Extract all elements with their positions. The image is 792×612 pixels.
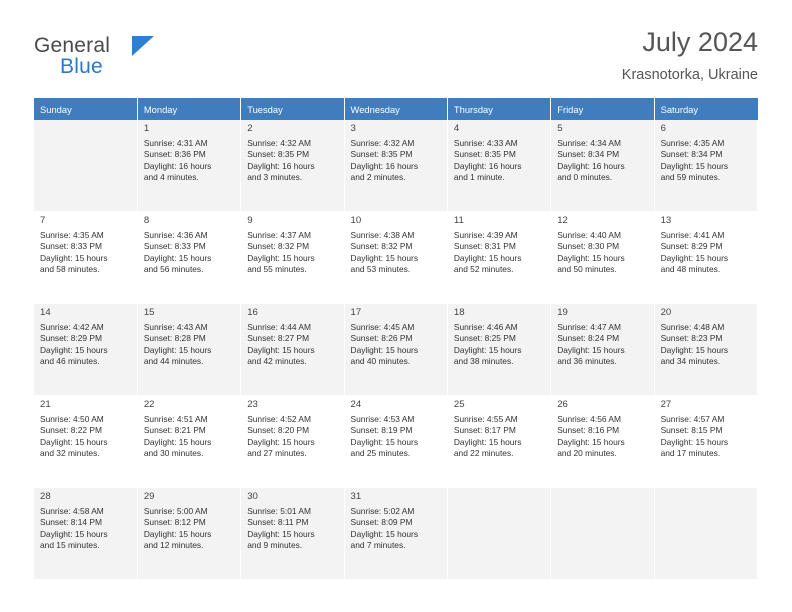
day-detail-line: and 53 minutes.: [350, 264, 411, 275]
day-detail-line: Sunrise: 4:52 AM: [247, 413, 311, 424]
day-number: 21: [40, 399, 51, 410]
day-detail-line: Sunrise: 4:48 AM: [660, 321, 725, 332]
day-detail-line: and 15 minutes.: [40, 540, 100, 551]
day-detail-line: Sunset: 8:34 PM: [660, 149, 723, 160]
day-detail-line: and 59 minutes.: [660, 172, 721, 183]
day-details: [144, 506, 235, 552]
day-detail-line: Sunset: 8:25 PM: [453, 333, 516, 344]
day-detail-line: and 1 minute.: [453, 172, 505, 183]
day-number: 10: [350, 215, 362, 226]
day-detail-line: and 30 minutes.: [143, 448, 204, 459]
calendar-week-row: [34, 488, 758, 580]
day-detail-line: and 48 minutes.: [660, 264, 721, 275]
day-detail-line: and 40 minutes.: [350, 356, 411, 367]
day-detail-line: Sunset: 8:20 PM: [247, 425, 310, 436]
day-detail-line: and 50 minutes.: [557, 264, 617, 275]
day-number: 28: [40, 491, 51, 502]
day-detail-line: and 38 minutes.: [453, 356, 514, 367]
weekday-header-wednesday: Wednesday: [344, 98, 447, 120]
day-number: 9: [247, 215, 253, 226]
day-detail-line: Sunrise: 4:32 AM: [247, 137, 311, 148]
day-detail-line: Daylight: 15 hours: [350, 344, 419, 355]
weekday-header-saturday: Saturday: [654, 98, 757, 120]
calendar-day-cell[interactable]: [241, 120, 344, 212]
day-detail-line: Sunset: 8:27 PM: [247, 333, 310, 344]
day-number: 27: [660, 399, 672, 410]
day-detail-line: Sunset: 8:14 PM: [40, 517, 102, 528]
day-detail-line: Sunset: 8:35 PM: [350, 149, 413, 160]
calendar-day-cell[interactable]: [654, 396, 757, 488]
day-detail-line: Daylight: 16 hours: [350, 160, 419, 171]
day-details: [351, 230, 442, 276]
day-detail-line: and 55 minutes.: [247, 264, 307, 275]
day-details: [557, 414, 648, 460]
day-detail-line: and 22 minutes.: [453, 448, 514, 459]
day-detail-line: Daylight: 16 hours: [453, 160, 522, 171]
day-number: 29: [143, 491, 155, 502]
page-header: [34, 28, 758, 90]
day-detail-line: Sunrise: 4:32 AM: [350, 137, 415, 148]
day-detail-line: and 2 minutes.: [350, 172, 406, 183]
day-detail-line: Daylight: 15 hours: [660, 160, 729, 171]
calendar-day-cell[interactable]: [241, 396, 344, 488]
day-detail-line: Sunset: 8:17 PM: [453, 425, 516, 436]
day-detail-line: Sunrise: 4:31 AM: [143, 137, 208, 148]
day-detail-line: Daylight: 15 hours: [660, 436, 729, 447]
day-detail-line: Sunset: 8:33 PM: [143, 241, 206, 252]
weekday-header-monday: Monday: [137, 98, 240, 120]
calendar-day-cell[interactable]: [551, 212, 654, 304]
day-detail-line: Sunset: 8:19 PM: [350, 425, 413, 436]
day-details: [661, 230, 752, 276]
calendar-week-row: [34, 212, 758, 304]
day-detail-line: and 3 minutes.: [247, 172, 303, 183]
day-detail-line: and 44 minutes.: [143, 356, 204, 367]
day-detail-line: Sunrise: 4:53 AM: [350, 413, 415, 424]
calendar-day-cell[interactable]: [344, 488, 447, 580]
day-detail-line: Sunrise: 4:55 AM: [453, 413, 518, 424]
day-detail-line: Sunrise: 4:38 AM: [350, 229, 415, 240]
day-detail-line: Daylight: 15 hours: [247, 528, 315, 539]
day-details: [40, 414, 132, 460]
day-detail-line: and 0 minutes.: [557, 172, 613, 183]
day-details: [40, 322, 132, 368]
day-details: [557, 138, 648, 184]
day-detail-line: Sunset: 8:33 PM: [40, 241, 102, 252]
day-detail-line: Daylight: 15 hours: [350, 436, 419, 447]
day-detail-line: Sunrise: 4:56 AM: [557, 413, 621, 424]
day-detail-line: and 46 minutes.: [40, 356, 100, 367]
day-detail-line: Sunset: 8:29 PM: [660, 241, 723, 252]
day-detail-line: Daylight: 15 hours: [557, 436, 625, 447]
day-detail-line: Sunset: 8:16 PM: [557, 425, 620, 436]
day-detail-line: Daylight: 15 hours: [453, 344, 522, 355]
day-number: 16: [247, 307, 258, 318]
day-detail-line: Daylight: 15 hours: [143, 528, 212, 539]
calendar-day-cell[interactable]: [344, 212, 447, 304]
day-detail-line: Daylight: 15 hours: [350, 528, 419, 539]
day-detail-line: Sunrise: 4:34 AM: [557, 137, 621, 148]
day-number: 6: [660, 123, 666, 134]
day-number: 5: [557, 123, 563, 134]
calendar-day-cell[interactable]: [551, 396, 654, 488]
day-detail-line: Sunrise: 4:39 AM: [453, 229, 518, 240]
day-details: [557, 322, 648, 368]
calendar-day-cell[interactable]: [654, 304, 757, 396]
calendar-week-row: [34, 304, 758, 396]
day-number: 22: [143, 399, 155, 410]
weekday-header-row: [34, 98, 758, 120]
day-detail-line: Sunset: 8:09 PM: [350, 517, 413, 528]
day-detail-line: Sunset: 8:30 PM: [557, 241, 620, 252]
calendar-day-cell[interactable]: [344, 396, 447, 488]
calendar-week-row: [34, 120, 758, 212]
day-detail-line: Sunrise: 4:36 AM: [143, 229, 208, 240]
day-number: 19: [557, 307, 568, 318]
day-details: [40, 506, 132, 552]
day-number: 20: [660, 307, 672, 318]
calendar-cell-empty: [447, 488, 550, 580]
day-number: 23: [247, 399, 258, 410]
day-detail-line: Daylight: 15 hours: [660, 344, 729, 355]
day-detail-line: and 56 minutes.: [143, 264, 204, 275]
day-number: 12: [557, 215, 568, 226]
day-detail-line: and 25 minutes.: [350, 448, 411, 459]
day-detail-line: Sunset: 8:24 PM: [557, 333, 620, 344]
day-detail-line: Sunrise: 4:50 AM: [40, 413, 104, 424]
day-details: [454, 322, 545, 368]
calendar-day-cell[interactable]: [137, 488, 240, 580]
day-detail-line: Sunrise: 4:57 AM: [660, 413, 725, 424]
day-details: [351, 506, 442, 552]
day-detail-line: Daylight: 15 hours: [247, 436, 315, 447]
calendar-cell-empty: [34, 120, 137, 212]
day-details: [144, 138, 235, 184]
day-number: 17: [350, 307, 362, 318]
day-detail-line: Sunset: 8:15 PM: [660, 425, 723, 436]
day-detail-line: Sunrise: 4:47 AM: [557, 321, 621, 332]
day-details: [454, 138, 545, 184]
day-details: [351, 138, 442, 184]
day-number: 31: [350, 491, 362, 502]
day-details: [247, 414, 338, 460]
calendar-day-cell[interactable]: [344, 304, 447, 396]
day-detail-line: Daylight: 15 hours: [557, 252, 625, 263]
day-detail-line: and 52 minutes.: [453, 264, 514, 275]
day-detail-line: Daylight: 15 hours: [143, 344, 212, 355]
day-detail-line: Sunset: 8:26 PM: [350, 333, 413, 344]
day-detail-line: and 9 minutes.: [247, 540, 303, 551]
day-details: [454, 230, 545, 276]
day-detail-line: Sunrise: 4:45 AM: [350, 321, 415, 332]
day-number: 8: [143, 215, 150, 226]
day-detail-line: and 42 minutes.: [247, 356, 307, 367]
day-detail-line: and 20 minutes.: [557, 448, 617, 459]
day-detail-line: and 4 minutes.: [143, 172, 199, 183]
day-detail-line: Sunset: 8:35 PM: [453, 149, 516, 160]
day-detail-line: Sunset: 8:32 PM: [350, 241, 413, 252]
day-number: 13: [660, 215, 672, 226]
day-detail-line: Daylight: 15 hours: [40, 436, 108, 447]
day-details: [247, 506, 338, 552]
day-number: 4: [453, 123, 460, 134]
day-detail-line: Sunrise: 4:51 AM: [143, 413, 208, 424]
calendar-day-cell[interactable]: [137, 120, 240, 212]
day-detail-line: and 58 minutes.: [40, 264, 100, 275]
day-detail-line: Daylight: 15 hours: [453, 252, 522, 263]
day-detail-line: Daylight: 15 hours: [40, 344, 108, 355]
calendar-day-cell[interactable]: [344, 120, 447, 212]
day-detail-line: Sunrise: 4:35 AM: [660, 137, 725, 148]
day-detail-line: Sunset: 8:23 PM: [660, 333, 723, 344]
page-title: July 2024: [642, 27, 758, 57]
day-detail-line: and 34 minutes.: [660, 356, 721, 367]
calendar-day-cell[interactable]: [34, 212, 137, 304]
calendar-day-cell[interactable]: [447, 212, 550, 304]
weekday-header-friday: Friday: [551, 98, 654, 120]
calendar-day-cell[interactable]: [654, 212, 757, 304]
day-detail-line: Daylight: 15 hours: [40, 252, 108, 263]
day-detail-line: Daylight: 15 hours: [350, 252, 419, 263]
calendar-day-cell[interactable]: [34, 304, 137, 396]
day-detail-line: Sunset: 8:32 PM: [247, 241, 310, 252]
day-detail-line: Sunrise: 4:46 AM: [453, 321, 518, 332]
calendar-week-row: [34, 396, 758, 488]
day-detail-line: Daylight: 15 hours: [557, 344, 625, 355]
logo-text-blue: Blue: [60, 55, 103, 78]
day-detail-line: Sunrise: 4:40 AM: [557, 229, 621, 240]
day-detail-line: and 7 minutes.: [350, 540, 406, 551]
day-number: 15: [143, 307, 155, 318]
calendar-day-cell[interactable]: [551, 120, 654, 212]
page-subtitle: Krasnotorka, Ukraine: [621, 67, 758, 84]
weekday-header-thursday: Thursday: [447, 98, 550, 120]
day-details: [247, 230, 338, 276]
day-detail-line: Sunrise: 5:02 AM: [350, 505, 415, 516]
day-details: [144, 322, 235, 368]
day-number: 1: [143, 123, 150, 134]
day-details: [661, 322, 752, 368]
day-number: 7: [40, 215, 46, 226]
day-detail-line: Sunset: 8:21 PM: [143, 425, 206, 436]
title-block: [622, 28, 758, 83]
day-number: 24: [350, 399, 362, 410]
day-number: 30: [247, 491, 258, 502]
day-detail-line: Daylight: 16 hours: [557, 160, 625, 171]
day-detail-line: Sunset: 8:11 PM: [247, 517, 309, 528]
weekday-header-tuesday: Tuesday: [241, 98, 344, 120]
calendar-cell-empty: [551, 488, 654, 580]
day-detail-line: Sunset: 8:35 PM: [247, 149, 310, 160]
day-details: [557, 230, 648, 276]
day-detail-line: Sunrise: 5:00 AM: [143, 505, 208, 516]
day-details: [351, 414, 442, 460]
day-details: [351, 322, 442, 368]
day-detail-line: Daylight: 15 hours: [660, 252, 729, 263]
calendar-day-cell[interactable]: [447, 120, 550, 212]
day-number: 2: [247, 123, 253, 134]
day-detail-line: Daylight: 15 hours: [453, 436, 522, 447]
day-detail-line: Sunrise: 4:42 AM: [40, 321, 104, 332]
logo-text-general: General: [34, 34, 111, 57]
calendar-day-cell[interactable]: [241, 212, 344, 304]
calendar-day-cell[interactable]: [241, 488, 344, 580]
day-detail-line: Sunset: 8:31 PM: [453, 241, 516, 252]
day-detail-line: and 32 minutes.: [40, 448, 100, 459]
day-number: 3: [350, 123, 356, 134]
day-detail-line: Sunrise: 4:44 AM: [247, 321, 311, 332]
day-detail-line: Daylight: 15 hours: [40, 528, 108, 539]
calendar-day-cell[interactable]: [137, 304, 240, 396]
day-detail-line: Daylight: 15 hours: [247, 252, 315, 263]
day-number: 18: [453, 307, 465, 318]
day-details: [661, 138, 752, 184]
month-calendar: [34, 98, 758, 580]
day-details: [144, 414, 235, 460]
calendar-cell-empty: [654, 488, 757, 580]
day-detail-line: and 17 minutes.: [660, 448, 721, 459]
day-details: [247, 138, 338, 184]
day-detail-line: and 36 minutes.: [557, 356, 617, 367]
calendar-day-cell[interactable]: [447, 304, 550, 396]
day-detail-line: and 27 minutes.: [247, 448, 307, 459]
day-detail-line: Daylight: 15 hours: [143, 436, 212, 447]
day-number: 11: [453, 215, 464, 226]
day-number: 25: [453, 399, 465, 410]
day-detail-line: Sunset: 8:36 PM: [143, 149, 206, 160]
day-number: 14: [40, 307, 51, 318]
day-number: 26: [557, 399, 568, 410]
calendar-day-cell[interactable]: [137, 212, 240, 304]
calendar-day-cell[interactable]: [241, 304, 344, 396]
day-detail-line: Sunrise: 5:01 AM: [247, 505, 311, 516]
day-details: [661, 414, 752, 460]
day-detail-line: Daylight: 16 hours: [247, 160, 315, 171]
weekday-header-sunday: Sunday: [34, 98, 137, 120]
day-details: [144, 230, 235, 276]
day-detail-line: Daylight: 15 hours: [143, 252, 212, 263]
calendar-day-cell[interactable]: [447, 396, 550, 488]
day-detail-line: Sunrise: 4:33 AM: [453, 137, 518, 148]
day-detail-line: Daylight: 16 hours: [143, 160, 212, 171]
day-detail-line: Sunset: 8:29 PM: [40, 333, 102, 344]
calendar-day-cell[interactable]: [654, 120, 757, 212]
day-detail-line: Sunrise: 4:41 AM: [660, 229, 725, 240]
day-detail-line: Sunset: 8:12 PM: [143, 517, 206, 528]
calendar-day-cell[interactable]: [34, 488, 137, 580]
day-details: [247, 322, 338, 368]
day-detail-line: and 12 minutes.: [143, 540, 204, 551]
day-details: [454, 414, 545, 460]
calendar-day-cell[interactable]: [34, 396, 137, 488]
day-detail-line: Sunset: 8:22 PM: [40, 425, 102, 436]
day-detail-line: Sunrise: 4:43 AM: [143, 321, 208, 332]
day-detail-line: Sunrise: 4:35 AM: [40, 229, 104, 240]
day-detail-line: Sunset: 8:34 PM: [557, 149, 620, 160]
day-details: [40, 230, 132, 276]
day-detail-line: Daylight: 15 hours: [247, 344, 315, 355]
day-detail-line: Sunset: 8:28 PM: [143, 333, 206, 344]
day-detail-line: Sunrise: 4:37 AM: [247, 229, 311, 240]
day-detail-line: Sunrise: 4:58 AM: [40, 505, 104, 516]
general-blue-logo: [34, 28, 214, 79]
calendar-day-cell[interactable]: [137, 396, 240, 488]
calendar-day-cell[interactable]: [551, 304, 654, 396]
